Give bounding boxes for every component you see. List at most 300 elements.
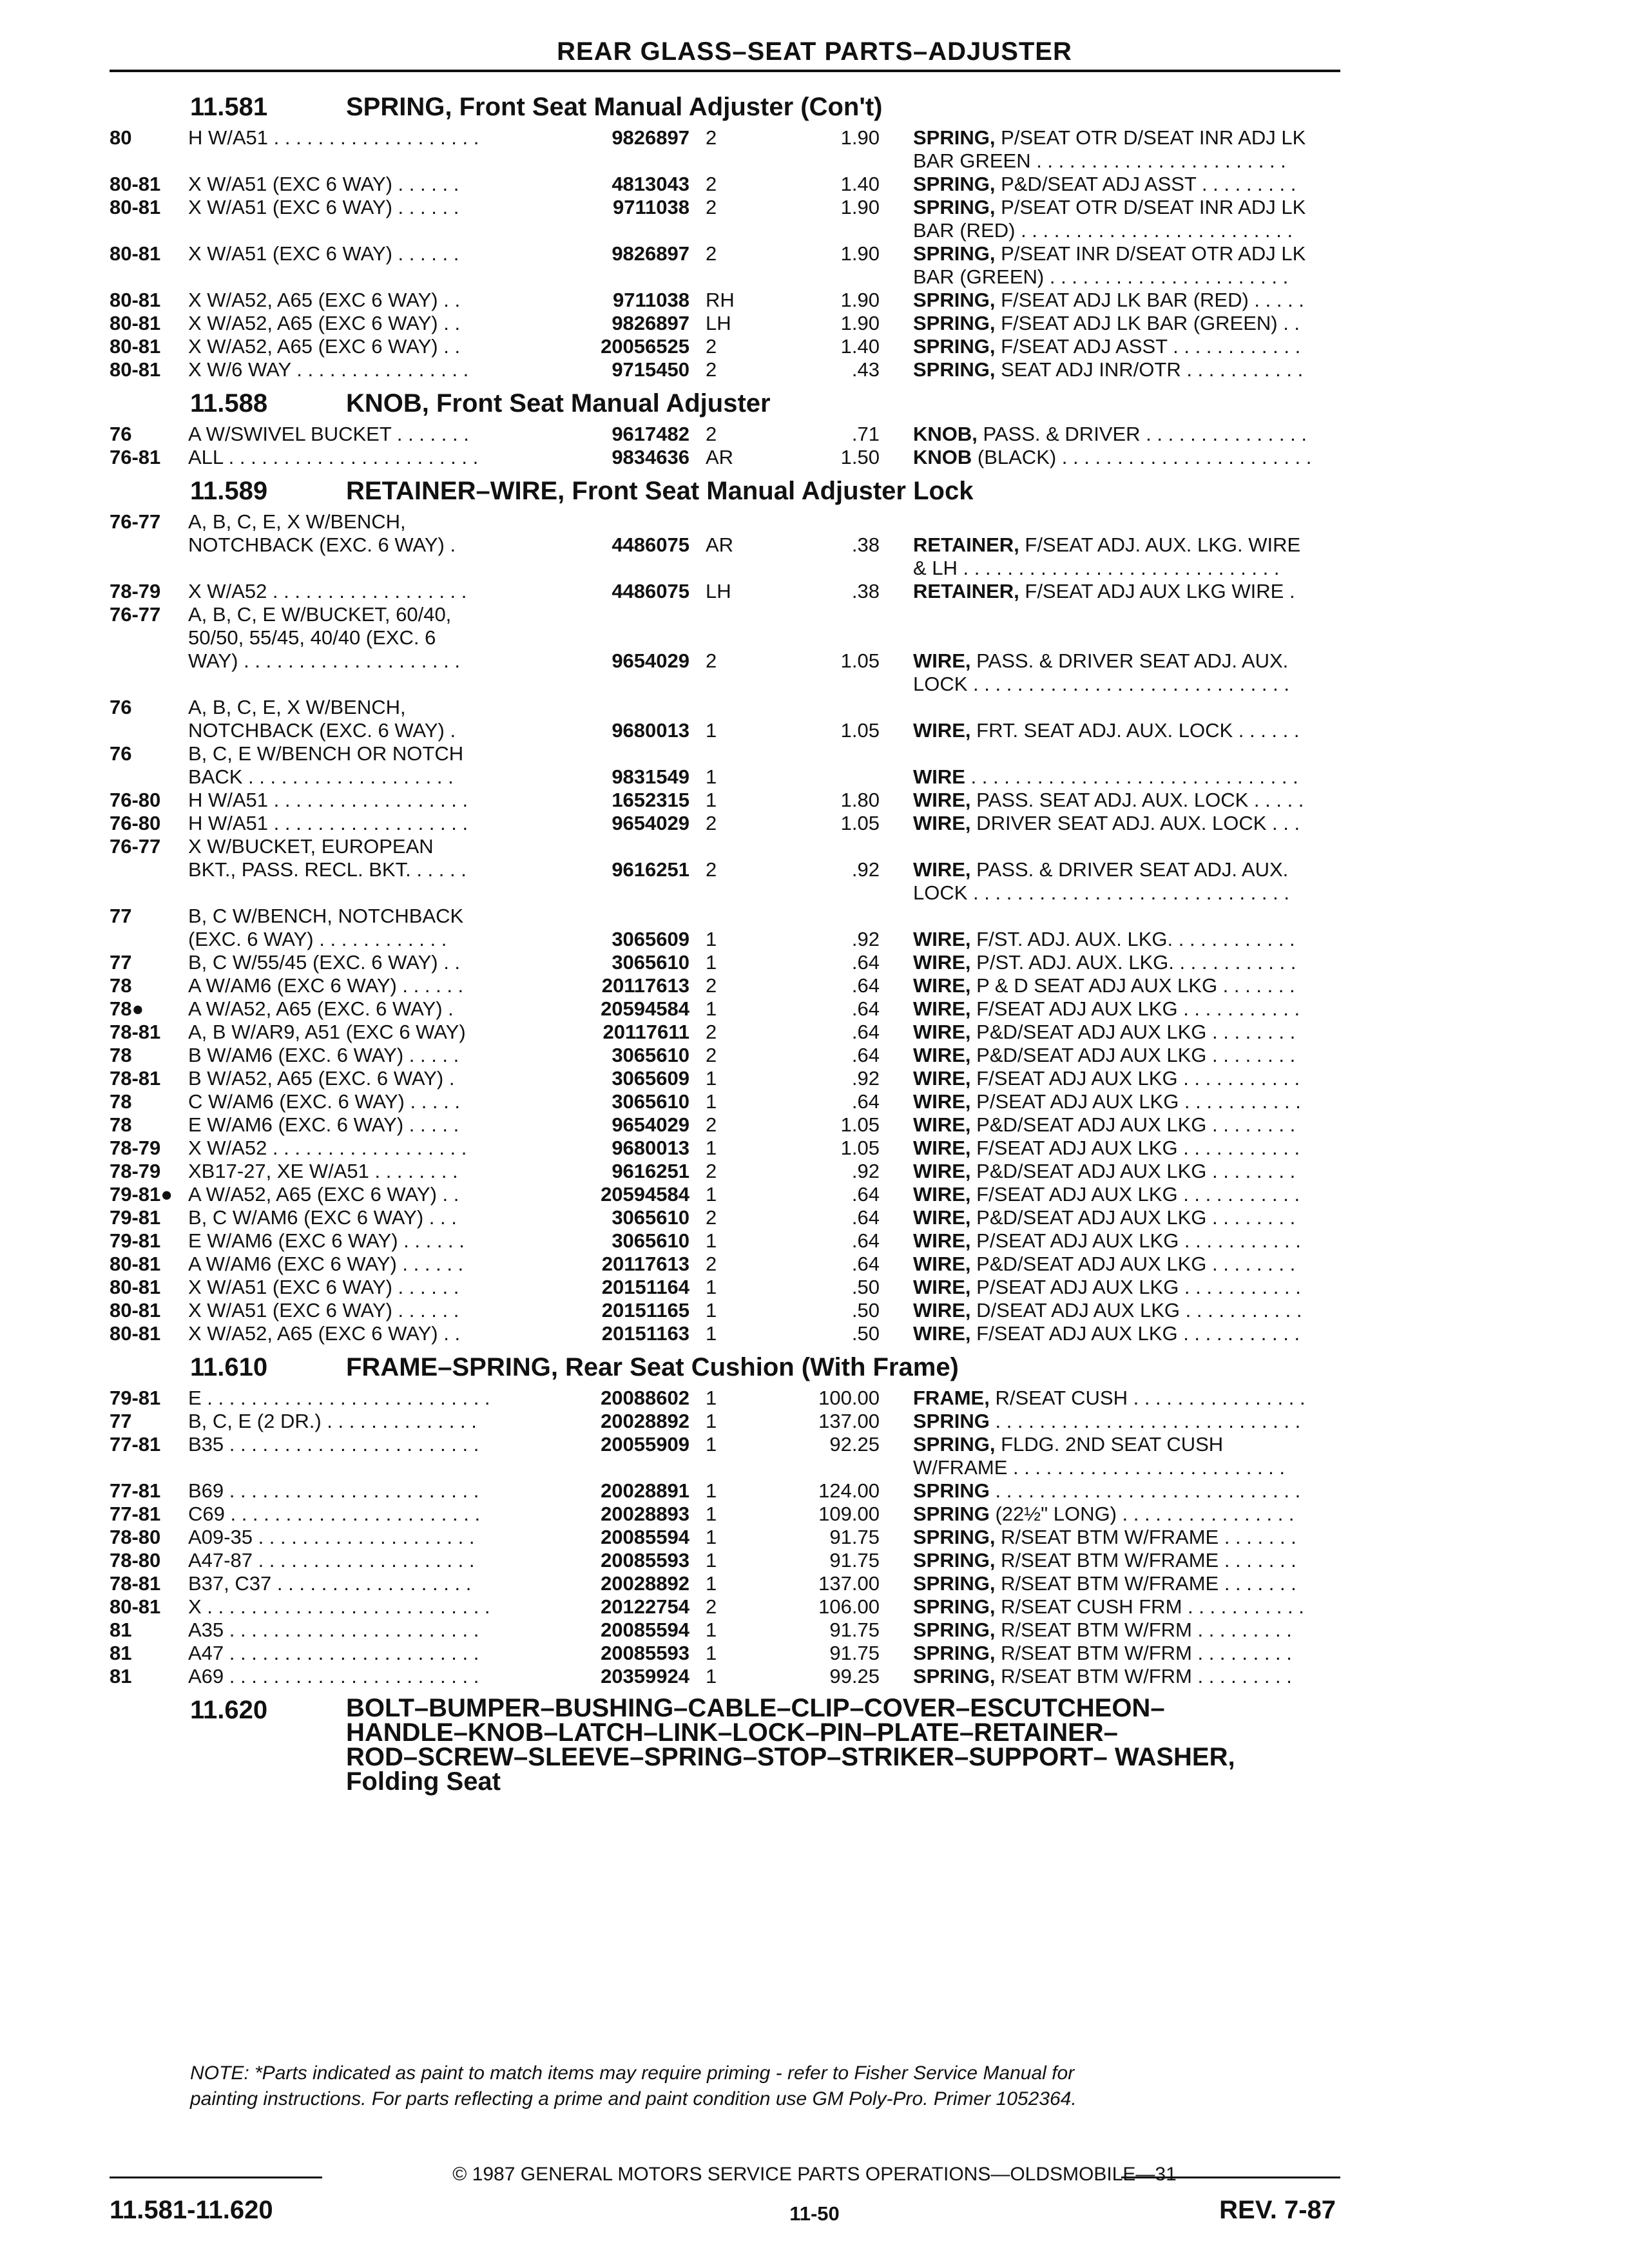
part-number: 9616251: [612, 858, 689, 881]
description-noun: SPRING,: [913, 1642, 996, 1664]
table-row: [110, 905, 1347, 951]
quantity: 1: [706, 1276, 717, 1298]
description: [913, 765, 1351, 789]
application: B37, C37 . . . . . . . . . . . . . . . . . .: [188, 1572, 472, 1595]
section-heading: [110, 474, 1347, 510]
price: 91.75: [829, 1549, 880, 1571]
description-text: R/SEAT BTM W/FRAME . . . . . . .: [995, 1526, 1296, 1548]
part-number: 9654029: [612, 1113, 689, 1136]
model-year: 78-81: [110, 1021, 161, 1043]
description-noun: SPRING,: [913, 1526, 996, 1548]
description-noun: WIRE,: [913, 1113, 971, 1136]
quantity: 2: [706, 858, 717, 881]
description-text: F/SEAT ADJ. AUX. LKG. WIRE & LH . . . . . . . . . . . . . . . . . . . . . . . . . . . . .: [913, 533, 1301, 579]
quantity: 1: [706, 719, 717, 742]
description-noun: WIRE,: [913, 719, 971, 742]
description-text: F/SEAT ADJ ASST . . . . . . . . . . . .: [995, 335, 1301, 358]
description: [913, 1229, 1351, 1253]
description-noun: SPRING: [913, 1410, 990, 1432]
description: [913, 1299, 1351, 1322]
quantity: 2: [706, 242, 717, 265]
application: A W/AM6 (EXC 6 WAY) . . . . . .: [188, 1253, 464, 1275]
application: X . . . . . . . . . . . . . . . . . . . . . . . . . .: [188, 1595, 490, 1618]
table-row: [110, 1619, 1347, 1642]
model-year: 77-81: [110, 1479, 161, 1502]
model-year: 76-77: [110, 603, 161, 626]
quantity: 1: [706, 1183, 717, 1206]
model-year: 77: [110, 905, 132, 927]
part-number: 3065610: [612, 1206, 689, 1229]
price: 91.75: [829, 1642, 880, 1664]
description: [913, 1642, 1351, 1665]
description-text: PASS. SEAT ADJ. AUX. LOCK . . . . .: [970, 789, 1304, 811]
description-noun: SPRING,: [913, 1433, 996, 1456]
quantity: LH: [706, 580, 731, 602]
model-year: 79-81: [110, 1206, 161, 1229]
description-text: F/SEAT ADJ AUX LKG . . . . . . . . . . .: [970, 1137, 1300, 1159]
description-text: . . . . . . . . . . . . . . . . . . . . . . . . . . . .: [989, 1410, 1301, 1432]
price: .64: [851, 1206, 880, 1229]
quantity: 1: [706, 1433, 717, 1456]
table-row: [110, 289, 1347, 312]
price: .64: [851, 1021, 880, 1043]
part-number: 3065610: [612, 1229, 689, 1252]
description-text: F/SEAT ADJ LK BAR (GREEN) . .: [995, 312, 1300, 334]
application: X W/A52 . . . . . . . . . . . . . . . . . .: [188, 580, 467, 602]
description-text: P&D/SEAT ADJ AUX LKG . . . . . . . .: [970, 1160, 1296, 1182]
description-noun: WIRE,: [913, 951, 971, 974]
part-number: 20028893: [601, 1503, 689, 1525]
price: 1.05: [840, 719, 880, 742]
model-year: 81: [110, 1665, 132, 1687]
part-number: 9826897: [612, 126, 689, 149]
part-number: 3065609: [612, 928, 689, 950]
model-year: 80-81: [110, 358, 161, 381]
quantity: RH: [706, 289, 735, 311]
table-row: [110, 835, 1347, 905]
quantity: 1: [706, 1322, 717, 1345]
quantity: 1: [706, 1642, 717, 1664]
description-text: P & D SEAT ADJ AUX LKG . . . . . . .: [970, 974, 1295, 997]
price: 1.40: [840, 335, 880, 358]
model-year: 77: [110, 951, 132, 974]
model-year: 78-81: [110, 1572, 161, 1595]
part-number: 9711038: [613, 289, 689, 311]
model-year: 80-81: [110, 289, 161, 311]
description-noun: SPRING,: [913, 1572, 996, 1595]
model-year: 76: [110, 742, 132, 765]
description: [913, 1549, 1351, 1572]
table-row: [110, 1090, 1347, 1113]
model-year: 78-79: [110, 1137, 161, 1159]
quantity: 2: [706, 423, 717, 445]
description: [913, 1183, 1351, 1206]
description-text: . . . . . . . . . . . . . . . . . . . . . . . . . . . .: [989, 1479, 1301, 1502]
price: .64: [851, 974, 880, 997]
application: H W/A51 . . . . . . . . . . . . . . . . . . .: [188, 126, 479, 149]
description-noun: SPRING,: [913, 242, 996, 265]
description: [913, 719, 1351, 742]
description-text: P/SEAT OTR D/SEAT INR ADJ LK BAR (RED) . . . . . . . . . . . . . . . . . . . . . . . . .: [913, 196, 1306, 242]
description-noun: WIRE,: [913, 1090, 971, 1113]
application: X W/A52, A65 (EXC 6 WAY) . .: [188, 312, 461, 334]
description-noun: WIRE,: [913, 1021, 971, 1043]
model-year: 80-81: [110, 1322, 161, 1345]
application: A47-87 . . . . . . . . . . . . . . . . . . . .: [188, 1549, 475, 1571]
description-noun: SPRING: [913, 1503, 990, 1525]
table-row: [110, 358, 1347, 381]
price: 109.00: [818, 1503, 880, 1525]
model-year: 80-81: [110, 335, 161, 358]
price: .64: [851, 1183, 880, 1206]
model-year: 76-81: [110, 446, 161, 468]
part-number: 3065609: [612, 1067, 689, 1090]
table-row: [110, 1526, 1347, 1549]
section-number: 11.581: [190, 93, 268, 121]
table-row: [110, 812, 1347, 835]
application: A, B, C, E, X W/BENCH, NOTCHBACK (EXC. 6 WAY) .: [188, 510, 456, 556]
description-noun: SPRING,: [913, 312, 996, 334]
description-text: F/SEAT ADJ AUX LKG . . . . . . . . . . .: [970, 1183, 1300, 1206]
model-year: 77-81: [110, 1433, 161, 1456]
description-text: F/SEAT ADJ AUX LKG . . . . . . . . . . .: [970, 997, 1300, 1020]
table-row: [110, 126, 1347, 173]
description-text: F/SEAT ADJ AUX LKG . . . . . . . . . . .: [970, 1067, 1300, 1090]
part-number: 9654029: [612, 649, 689, 672]
description-noun: WIRE,: [913, 1160, 971, 1182]
quantity: AR: [706, 533, 734, 556]
description-text: (BLACK) . . . . . . . . . . . . . . . . . . . . . . .: [972, 446, 1312, 468]
table-row: [110, 789, 1347, 812]
model-year: 80-81: [110, 1253, 161, 1275]
description-text: R/SEAT BTM W/FRAME . . . . . . .: [995, 1549, 1296, 1571]
table-row: [110, 242, 1347, 289]
description: [913, 358, 1351, 381]
table-row: [110, 997, 1347, 1021]
application: X W/A52, A65 (EXC 6 WAY) . .: [188, 335, 461, 358]
quantity: 1: [706, 1229, 717, 1252]
part-number: 9715450: [612, 358, 689, 381]
model-year: 76: [110, 423, 132, 445]
part-number: 20056525: [601, 335, 689, 358]
section-title: KNOB, Front Seat Manual Adjuster: [346, 389, 771, 418]
model-year: 81: [110, 1619, 132, 1641]
application: X W/6 WAY . . . . . . . . . . . . . . . .: [188, 358, 469, 381]
price: .64: [851, 1229, 880, 1252]
description: [913, 1572, 1351, 1595]
quantity: 2: [706, 1113, 717, 1136]
model-year: 76: [110, 696, 132, 718]
description-noun: WIRE: [913, 765, 965, 788]
quantity: 2: [706, 358, 717, 381]
description-text: P/SEAT ADJ AUX LKG . . . . . . . . . . .: [970, 1090, 1301, 1113]
quantity: 1: [706, 1572, 717, 1595]
table-row: [110, 951, 1347, 974]
table-row: [110, 1206, 1347, 1229]
application: A, B, C, E, X W/BENCH, NOTCHBACK (EXC. 6 WAY) .: [188, 696, 456, 742]
price: 1.40: [840, 173, 880, 195]
quantity: 1: [706, 1090, 717, 1113]
table-row: [110, 1067, 1347, 1090]
application: A69 . . . . . . . . . . . . . . . . . . . . . . .: [188, 1665, 479, 1687]
description: [913, 812, 1351, 835]
quantity: 2: [706, 1206, 717, 1229]
application: B, C, E (2 DR.) . . . . . . . . . . . . . .: [188, 1410, 477, 1432]
part-number: 4813043: [612, 173, 689, 195]
table-row: [110, 1229, 1347, 1253]
model-year: 80-81: [110, 173, 161, 195]
application: X W/A51 (EXC 6 WAY) . . . . . .: [188, 242, 459, 265]
part-number: 9680013: [612, 1137, 689, 1159]
application: B, C W/AM6 (EXC 6 WAY) . . .: [188, 1206, 457, 1229]
price: .92: [851, 1160, 880, 1182]
section-heading: [110, 1350, 1347, 1387]
footer-section-range: 11.581-11.620: [110, 2196, 273, 2224]
part-number: 20055909: [601, 1433, 689, 1456]
application: A W/SWIVEL BUCKET . . . . . . .: [188, 423, 469, 445]
price: .50: [851, 1299, 880, 1321]
table-row: [110, 603, 1347, 696]
description-text: P&D/SEAT ADJ AUX LKG . . . . . . . .: [970, 1044, 1296, 1066]
table-row: [110, 312, 1347, 335]
price: .64: [851, 1090, 880, 1113]
description: [913, 1479, 1351, 1503]
model-year: 78-80: [110, 1526, 161, 1548]
quantity: 2: [706, 1595, 717, 1618]
price: .50: [851, 1322, 880, 1345]
part-number: 9831549: [612, 765, 689, 788]
description-noun: WIRE,: [913, 928, 971, 950]
description: [913, 1137, 1351, 1160]
description: [913, 446, 1351, 469]
application: X W/A51 (EXC 6 WAY) . . . . . .: [188, 1276, 459, 1298]
quantity: 1: [706, 1526, 717, 1548]
section-title: SPRING, Front Seat Manual Adjuster (Con't): [346, 93, 883, 121]
price: 1.90: [840, 289, 880, 311]
quantity: 2: [706, 126, 717, 149]
price: 92.25: [829, 1433, 880, 1456]
part-number: 9711038: [613, 196, 689, 218]
description-noun: WIRE,: [913, 1044, 971, 1066]
model-year: 78: [110, 1090, 132, 1113]
table-row: [110, 510, 1347, 580]
description: [913, 196, 1351, 242]
description-noun: KNOB: [913, 446, 972, 468]
model-year: 78-79: [110, 580, 161, 602]
description: [913, 1253, 1351, 1276]
quantity: 1: [706, 1549, 717, 1571]
description-noun: RETAINER,: [913, 580, 1019, 602]
model-year: 77: [110, 1410, 132, 1432]
model-year: 76-77: [110, 510, 161, 533]
part-number: 9680013: [612, 719, 689, 742]
description: [913, 649, 1351, 696]
description-noun: WIRE,: [913, 789, 971, 811]
model-year: 79-81: [110, 1387, 161, 1409]
part-number: 20594584: [601, 1183, 689, 1206]
description-noun: WIRE,: [913, 997, 971, 1020]
table-row: [110, 1595, 1347, 1619]
part-number: 20117613: [601, 974, 689, 997]
model-year: 80-81: [110, 1276, 161, 1298]
section-number: 11.610: [190, 1353, 268, 1381]
description: [913, 1067, 1351, 1090]
price: 1.90: [840, 312, 880, 334]
description-noun: WIRE,: [913, 858, 971, 881]
description-noun: SPRING: [913, 1479, 990, 1502]
price: 1.90: [840, 242, 880, 265]
table-row: [110, 1113, 1347, 1137]
description-text: (22½" LONG) . . . . . . . . . . . . . . . .: [989, 1503, 1295, 1525]
description-noun: FRAME,: [913, 1387, 990, 1409]
description-text: SEAT ADJ INR/OTR . . . . . . . . . . .: [995, 358, 1304, 381]
quantity: 1: [706, 997, 717, 1020]
model-year: 79-81●: [110, 1183, 173, 1206]
price: 1.05: [840, 1113, 880, 1136]
section-title: FRAME–SPRING, Rear Seat Cushion (With Frame): [346, 1353, 959, 1381]
application: X W/A52, A65 (EXC 6 WAY) . .: [188, 289, 461, 311]
quantity: 1: [706, 1619, 717, 1641]
part-number: 20359924: [601, 1665, 689, 1687]
section-title: RETAINER–WIRE, Front Seat Manual Adjuster Lock: [346, 477, 974, 505]
description: [913, 533, 1351, 580]
price: 124.00: [818, 1479, 880, 1502]
part-number: 20028891: [601, 1479, 689, 1502]
description-text: P&D/SEAT ADJ AUX LKG . . . . . . . .: [970, 1021, 1296, 1043]
price: 1.90: [840, 126, 880, 149]
description: [913, 1665, 1351, 1688]
part-number: 20117611: [602, 1021, 689, 1043]
price: .50: [851, 1276, 880, 1298]
table-row: [110, 1549, 1347, 1572]
price: .71: [851, 423, 880, 445]
application: B, C W/55/45 (EXC. 6 WAY) . .: [188, 951, 461, 974]
model-year: 78: [110, 1044, 132, 1066]
quantity: 2: [706, 974, 717, 997]
quantity: AR: [706, 446, 734, 468]
description: [913, 1044, 1351, 1067]
model-year: 80-81: [110, 196, 161, 218]
application: XB17-27, XE W/A51 . . . . . . . .: [188, 1160, 458, 1182]
quantity: 1: [706, 1410, 717, 1432]
price: 1.80: [840, 789, 880, 811]
footer-copyright: © 1987 GENERAL MOTORS SERVICE PARTS OPERATIONS—OLDSMOBILE—31: [452, 2164, 1177, 2185]
table-row: [110, 1253, 1347, 1276]
quantity: 2: [706, 196, 717, 218]
description-noun: KNOB,: [913, 423, 978, 445]
quantity: LH: [706, 312, 731, 334]
quantity: 2: [706, 1021, 717, 1043]
description-noun: WIRE,: [913, 1137, 971, 1159]
price: 91.75: [829, 1526, 880, 1548]
model-year: 80-81: [110, 242, 161, 265]
model-year: 80-81: [110, 1595, 161, 1618]
description-text: F/SEAT ADJ AUX LKG WIRE .: [1019, 580, 1295, 602]
table-row: [110, 1503, 1347, 1526]
page-header: [0, 37, 1629, 66]
part-number: 9826897: [612, 242, 689, 265]
description-text: PASS. & DRIVER . . . . . . . . . . . . . . .: [977, 423, 1307, 445]
quantity: 2: [706, 1160, 717, 1182]
description-noun: SPRING,: [913, 335, 996, 358]
part-number: 3065610: [612, 951, 689, 974]
part-number: 20028892: [601, 1572, 689, 1595]
section-title: BOLT–BUMPER–BUSHING–CABLE–CLIP–COVER–ESCUTCHEON– HANDLE–KNOB–LATCH–LINK–LOCK–PIN–PLATE–RETAINER– ROD–SCREW–SLEEVE–SPRING–STOP–STRIKER–SUPPORT– WASHER, Folding Seat: [346, 1694, 1235, 1796]
description: [913, 974, 1351, 997]
description-noun: SPRING,: [913, 1595, 996, 1618]
part-number: 20085594: [601, 1526, 689, 1548]
model-year: 78: [110, 974, 132, 997]
description: [913, 1322, 1351, 1345]
part-number: 20088602: [601, 1387, 689, 1409]
application: B W/A52, A65 (EXC. 6 WAY) .: [188, 1067, 455, 1090]
model-year: 79-81: [110, 1229, 161, 1252]
description-noun: WIRE,: [913, 1206, 971, 1229]
quantity: 1: [706, 789, 717, 811]
description: [913, 1113, 1351, 1137]
price: .38: [851, 580, 880, 602]
description: [913, 1387, 1351, 1410]
table-row: [110, 446, 1347, 469]
description-text: DRIVER SEAT ADJ. AUX. LOCK . . .: [970, 812, 1300, 834]
description: [913, 312, 1351, 335]
description: [913, 126, 1351, 173]
part-number: 3065610: [612, 1090, 689, 1113]
description-noun: WIRE,: [913, 1253, 971, 1275]
description-noun: SPRING,: [913, 196, 996, 218]
price: .64: [851, 1044, 880, 1066]
part-number: 9826897: [612, 312, 689, 334]
part-number: 20122754: [601, 1595, 689, 1618]
description-text: P&D/SEAT ADJ AUX LKG . . . . . . . .: [970, 1206, 1296, 1229]
section-rows: [110, 510, 1347, 1345]
price: 99.25: [829, 1665, 880, 1687]
model-year: 80: [110, 126, 132, 149]
description-noun: WIRE,: [913, 1183, 971, 1206]
footer-page-number: 11-50: [789, 2202, 840, 2225]
application: B W/AM6 (EXC. 6 WAY) . . . . .: [188, 1044, 459, 1066]
table-row: [110, 423, 1347, 446]
application: ALL . . . . . . . . . . . . . . . . . . . . . . .: [188, 446, 479, 468]
price: .92: [851, 928, 880, 950]
table-row: [110, 1299, 1347, 1322]
table-row: [110, 1642, 1347, 1665]
price: .92: [851, 858, 880, 881]
description: [913, 289, 1351, 312]
part-number: 20085594: [601, 1619, 689, 1641]
part-number: 1652315: [612, 789, 689, 811]
description: [913, 1503, 1351, 1526]
application: C W/AM6 (EXC. 6 WAY) . . . . .: [188, 1090, 460, 1113]
description: [913, 951, 1351, 974]
price: 1.50: [840, 446, 880, 468]
description-text: P&D/SEAT ADJ AUX LKG . . . . . . . .: [970, 1113, 1296, 1136]
description-text: R/SEAT CUSH . . . . . . . . . . . . . . . .: [989, 1387, 1306, 1409]
application: B, C, E W/BENCH OR NOTCH BACK . . . . . . . . . . . . . . . . . . .: [188, 742, 464, 788]
description-text: P&D/SEAT ADJ AUX LKG . . . . . . . .: [970, 1253, 1296, 1275]
price: 1.05: [840, 812, 880, 834]
description-text: P/SEAT INR D/SEAT OTR ADJ LK BAR (GREEN) . . . . . . . . . . . . . . . . . . . . . .: [913, 242, 1306, 288]
price: 91.75: [829, 1619, 880, 1641]
table-row: [110, 1479, 1347, 1503]
table-row: [110, 1137, 1347, 1160]
model-year: 78●: [110, 997, 144, 1020]
section-number: 11.588: [190, 389, 268, 418]
section-heading: [110, 90, 1347, 126]
section-rows: [110, 126, 1347, 381]
table-row: [110, 335, 1347, 358]
part-number: 20028892: [601, 1410, 689, 1432]
